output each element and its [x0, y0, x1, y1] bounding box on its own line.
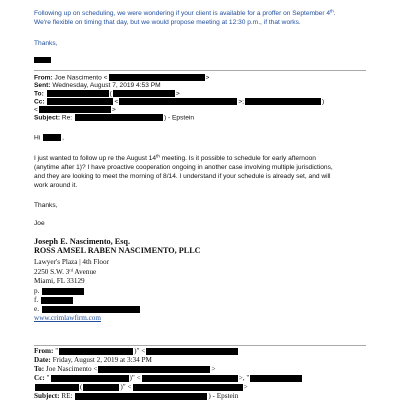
sent-label: Sent: [34, 82, 51, 89]
redaction-block [113, 90, 175, 97]
body-paragraph-line-4 [34, 182, 77, 190]
redaction-block [98, 366, 210, 373]
email1-from-line [34, 74, 209, 82]
text: ) [322, 98, 325, 106]
redaction-block [35, 384, 79, 391]
text: < [34, 106, 38, 114]
closing-thanks [34, 40, 57, 48]
redaction-block [51, 375, 129, 382]
date-value: Friday, August 2, 2019 at 3:34 PM [52, 356, 152, 364]
email2-date-line [34, 356, 152, 365]
signature-city [34, 277, 85, 286]
redaction-block [59, 348, 133, 355]
redaction-block [119, 98, 237, 105]
cc-label: Cc: [34, 374, 45, 382]
email2-from-line [34, 347, 239, 356]
redaction-block [41, 297, 73, 304]
email2-cc-line [34, 374, 303, 383]
signature-website [34, 314, 101, 323]
signature-building [34, 258, 109, 267]
redaction-block [42, 288, 84, 295]
email-label: e. [34, 305, 39, 313]
signature-street [34, 268, 96, 277]
text: )" < [120, 383, 132, 391]
to-label: To: [34, 365, 45, 373]
text: > [243, 383, 248, 391]
from-value: Joe Nascimento < [54, 74, 108, 82]
to-label: To: [34, 90, 44, 98]
redaction-block [75, 114, 163, 121]
scheduling-paragraph-line-1 [34, 10, 336, 18]
text: Joe [34, 220, 45, 227]
text: We're flexible on timing that day, but we would propose meeting at 12:30 p.m., if that works. [34, 19, 301, 26]
website-link[interactable]: www.crimlawfirm.com [34, 314, 101, 322]
cc-value: " [46, 374, 50, 382]
text: < [114, 98, 119, 106]
superscript: th [156, 153, 160, 159]
redaction-block [133, 384, 243, 391]
text: (anytime after 1)? I have proactive cooperation ongoing in another case involving multiple jurisdictions, [34, 164, 333, 171]
text: )" < [129, 374, 141, 382]
text: Following up on scheduling, we were wondering if your client is available for a proffer on September 4 [34, 10, 331, 17]
text: Joseph E. Nascimento, Esq. [34, 237, 130, 246]
fax-label: f. [34, 296, 39, 304]
text: >; [238, 98, 245, 106]
text: ( [80, 383, 83, 391]
text: )" < [134, 347, 146, 355]
redaction-block [39, 106, 111, 113]
cc-label: Cc: [34, 98, 45, 106]
redaction-block [47, 98, 113, 105]
sent-value: Wednesday, August 7, 2019 4:53 PM [52, 82, 161, 89]
body-signoff [34, 220, 45, 228]
text: and they are looking to meet the morning of 8/14. I understand if your schedule is already set, and will [34, 173, 331, 180]
email1-subject-line [34, 114, 194, 122]
subject-label: Subject: [34, 114, 61, 122]
text: Miami, FL 33129 [34, 277, 85, 285]
email-divider [34, 70, 366, 71]
redaction-block [47, 90, 109, 97]
email2-cc-continued-line [34, 383, 248, 392]
redaction-block [43, 134, 61, 141]
to-value: Joe Nascimento < [45, 365, 98, 373]
text: Avenue [73, 268, 97, 276]
text: ROSS AMSEL RABEN NASCIMENTO, PLLC [34, 246, 201, 255]
email-divider [34, 345, 366, 346]
text: Thanks, [34, 202, 58, 209]
from-value: " [55, 347, 59, 355]
text: ) - Epstein [163, 114, 195, 122]
signature-email [34, 305, 141, 314]
redaction-block [83, 384, 119, 391]
text: Lawyer's Plaza | 4th Floor [34, 258, 109, 266]
superscript: th [330, 8, 334, 14]
text: work around it. [34, 182, 78, 189]
subject-label: Subject: [34, 392, 60, 400]
subject-value: Re: [61, 114, 73, 122]
redacted-signature-block [34, 57, 51, 65]
text: 2250 S.W. 3 [34, 268, 70, 276]
body-paragraph-line-1 [34, 155, 316, 163]
phone-label: p. [34, 287, 40, 295]
redaction-block [75, 393, 207, 400]
text: Thanks, [34, 40, 58, 47]
redaction-block [250, 375, 302, 382]
email1-to-line [34, 90, 180, 98]
text: >, " [238, 374, 250, 382]
text: , [62, 134, 64, 142]
text: > [211, 365, 216, 373]
text: ( [109, 90, 112, 98]
text: > [175, 90, 180, 98]
email2-to-line [34, 365, 216, 374]
text: ) - Epstein [208, 392, 239, 400]
body-greeting [34, 134, 64, 142]
superscript: rd [69, 267, 74, 273]
text: > [205, 74, 210, 82]
signature-phone [34, 287, 85, 296]
signature-firm [34, 246, 201, 256]
text: meeting. Is it possible to schedule for early afternoon [159, 155, 316, 162]
email1-sent-line [34, 82, 161, 90]
from-label: From: [34, 74, 53, 82]
email1-cc-continued-line [34, 106, 116, 114]
email1-cc-line [34, 98, 324, 106]
from-label: From: [34, 347, 54, 355]
scheduling-paragraph-line-2 [34, 19, 301, 27]
redaction-block [142, 375, 238, 382]
signature-fax [34, 296, 74, 305]
body-paragraph-line-3 [34, 173, 331, 181]
redaction-block [109, 74, 205, 81]
subject-value: RE: [61, 392, 73, 400]
date-label: Date: [34, 356, 51, 364]
text: > [111, 106, 116, 114]
text: Hi [34, 134, 41, 142]
redaction-block [146, 348, 238, 355]
redaction-block [34, 57, 51, 63]
text: I just wanted to follow up re the August 14 [34, 155, 157, 162]
redaction-block [42, 306, 140, 313]
text: . [333, 10, 336, 17]
body-thanks [34, 202, 57, 210]
body-paragraph-line-2 [34, 164, 333, 172]
redaction-block [245, 98, 321, 105]
